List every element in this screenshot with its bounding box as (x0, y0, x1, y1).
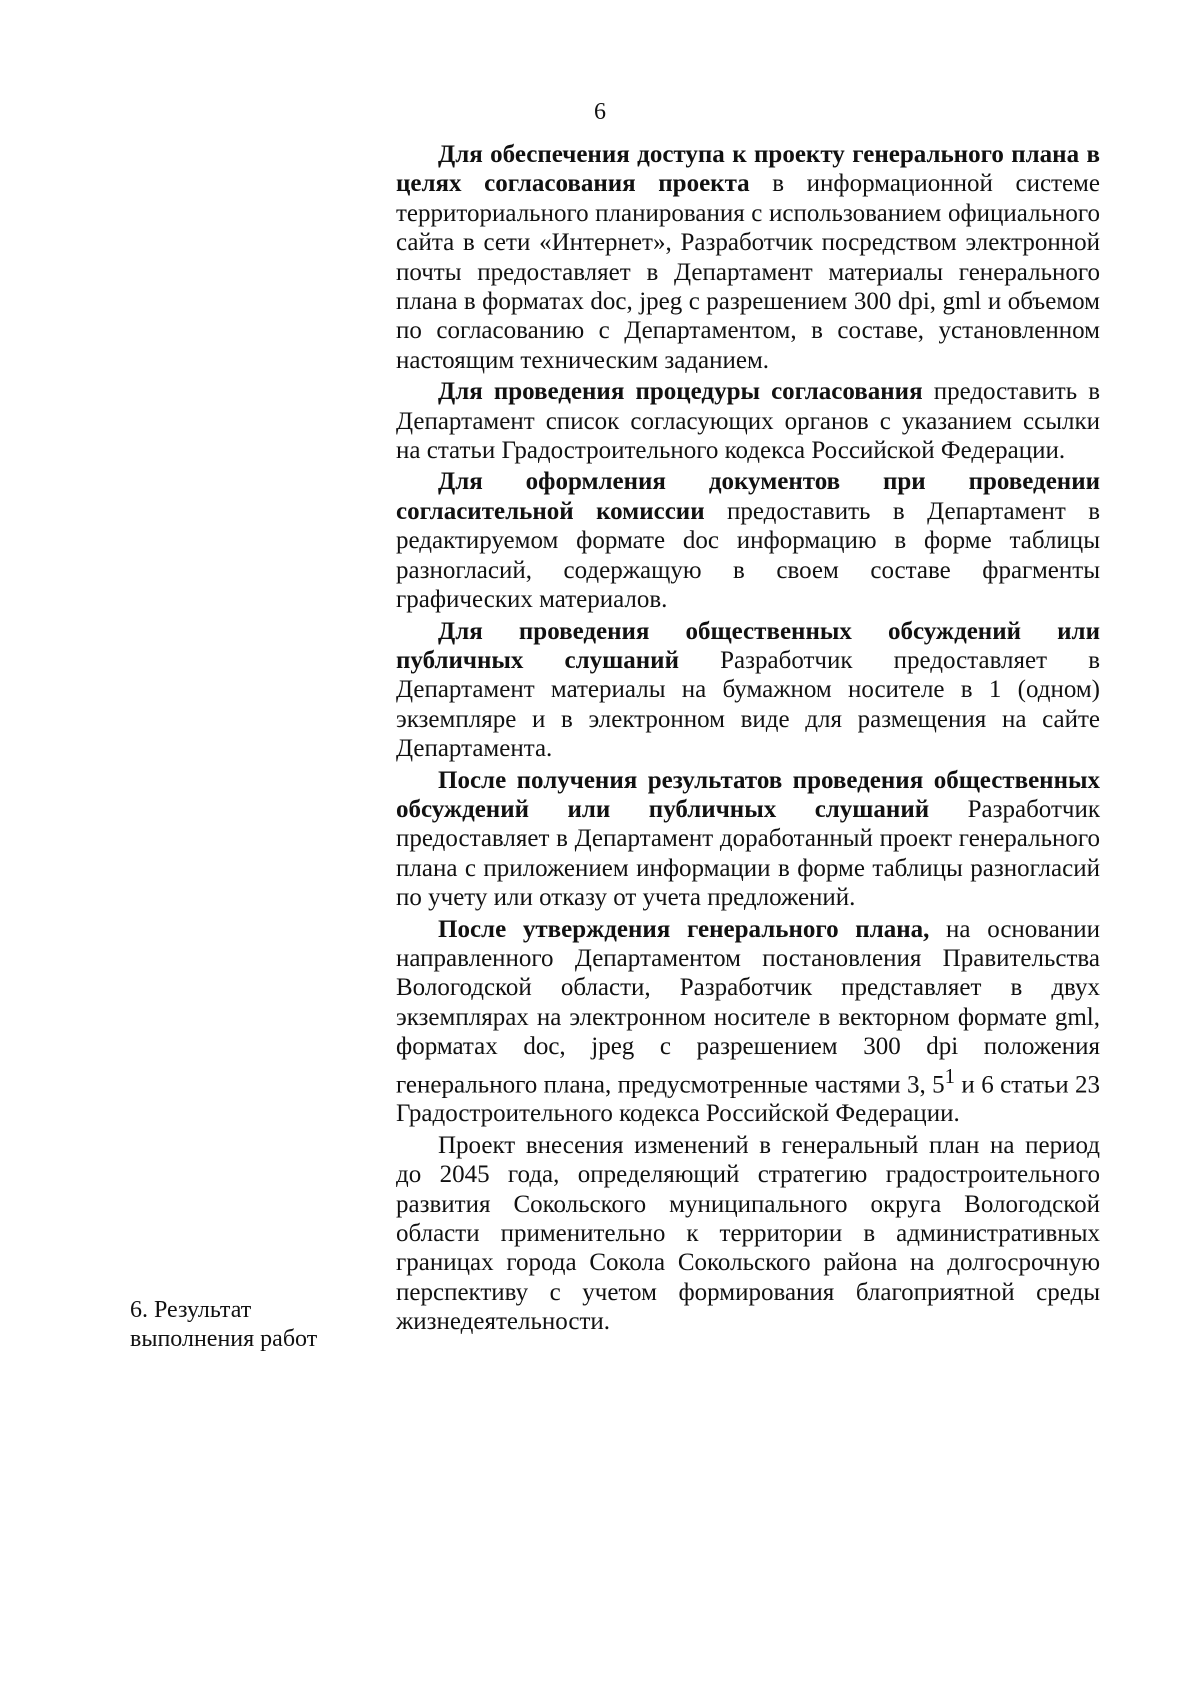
paragraph-heading: Для оформления документов при проведении согласительной комиссии (396, 468, 1100, 525)
paragraph-heading: Для проведения общественных обсуждений или публичных слушаний (396, 617, 1100, 674)
paragraph-hearing-results (396, 766, 1100, 913)
paragraph-body: Проект внесения изменений в генеральный план на период до 2045 года, определяющий стратегию градостроительного развития Сокольского муниципального округа Вологодской области применительно к территории в административных границах города Сокола Сокольского района на долгосрочную перспективу с учетом формирования благоприятной среды жизнедеятельности. (396, 1131, 1100, 1336)
main-text-column (396, 140, 1100, 1339)
paragraph-public-hearings (396, 617, 1100, 764)
page-number: 6 (594, 99, 606, 125)
paragraph-heading: После утверждения генерального плана, (438, 915, 930, 943)
paragraph-heading: После получения результатов проведения общественных обсуждений или публичных слушаний (396, 766, 1100, 823)
section-label-work-result (130, 1296, 370, 1355)
paragraph-body: Разработчик предоставляет в Департамент материалы на бумажном носителе в 1 (одном) экземпляре и в электронном виде для размещения на сайте Департамента. (396, 646, 1100, 763)
paragraph-body-continued: и 6 статьи 23 Градостроительного кодекса Российской Федерации. (396, 1070, 1100, 1128)
paragraph-approval-procedure (396, 377, 1100, 465)
paragraph-document-access (396, 140, 1100, 375)
section-label-line: выполнения работ (130, 1326, 318, 1353)
paragraph-body: предоставить в Департамент в редактируемом формате doc информацию в форме таблицы разногласий, содержащую в своем составе фрагменты графических материалов. (396, 497, 1100, 614)
paragraph-body: в информационной системе территориального планирования с использованием официального сайта в сети «Интернет», Разработчик посредством электронной почты предоставляет в Департамент материалы генерального плана в форматах doc, jpeg с разрешением 300 dpi, gml и объемом по согласованию с Департаментом, в составе, установленном настоящим техническим заданием. (396, 170, 1100, 374)
paragraph-heading: Для проведения процедуры согласования (438, 378, 923, 406)
paragraph-body: Разработчик предоставляет в Департамент доработанный проект генерального плана с приложением информации в форме таблицы разногласий по учету или отказу от учета предложений. (396, 795, 1101, 912)
section-label-line: 6. Результат (130, 1297, 252, 1323)
paragraph-conciliation-commission (396, 467, 1100, 614)
paragraph-work-result (396, 1131, 1100, 1337)
paragraph-body: на основании направленного Департаментом постановления Правительства Вологодской области, Разработчик представляет в двух экземплярах на электронном носителе в векторном формате gml, форматах doc, jpeg с разрешением 300 dpi положения генерального плана, предусмотренные частями 3, 5 (396, 915, 1100, 1098)
superscript-index: 1 (944, 1063, 956, 1088)
paragraph-after-approval (396, 915, 1100, 1129)
paragraph-body: предоставить в Департамент список согласующих органов с указанием ссылки на статьи Градостроительного кодекса Российской Федерации. (396, 378, 1101, 465)
paragraph-heading: Для обеспечения доступа к проекту генерального плана в целях согласования проекта (396, 141, 1100, 198)
